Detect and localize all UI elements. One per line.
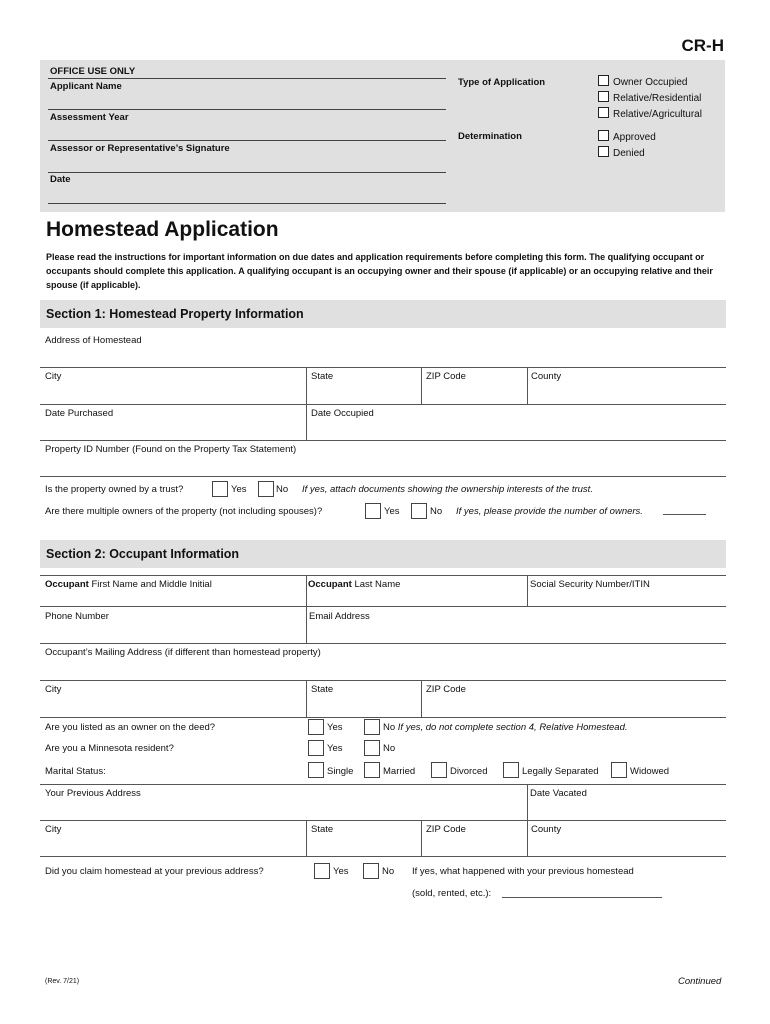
zip-label: ZIP Code [426,371,466,382]
zip-label: ZIP Code [426,684,466,695]
divider [306,405,307,440]
resident-question: Are you a Minnesota resident? [45,743,174,754]
claim-yes-checkbox[interactable] [314,863,330,879]
county-label: County [531,824,562,835]
divider [306,681,307,717]
form-id: CR-H [681,36,724,55]
divorced-label: Divorced [450,766,488,777]
date-vacated-label: Date Vacated [530,788,587,799]
denied-option[interactable]: Denied [598,146,645,159]
revision-label: (Rev. 7/21) [45,978,80,985]
divider [48,78,446,79]
owners-yes-checkbox[interactable] [365,503,381,519]
assessment-year-label: Assessment Year [50,112,129,123]
no-label: No [382,866,395,877]
date-purchased-label: Date Purchased [45,408,114,419]
resident-no-checkbox[interactable] [364,740,380,756]
signature-line[interactable] [48,172,446,173]
yes-label: Yes [327,743,343,754]
married-checkbox[interactable] [364,762,380,778]
city-label: City [45,371,62,382]
date-line[interactable] [48,203,446,204]
zip-label: ZIP Code [426,824,466,835]
state-label: State [311,684,334,695]
checkbox[interactable] [598,146,609,157]
section1-heading: Section 1: Homestead Property Information [46,307,304,321]
divorced-checkbox[interactable] [431,762,447,778]
address-field-line[interactable] [40,367,726,368]
trust-no-checkbox[interactable] [258,481,274,497]
email-label: Email Address [309,611,370,622]
applicant-name-label: Applicant Name [50,81,122,92]
resident-yes-checkbox[interactable] [308,740,324,756]
divider [306,607,307,643]
city-label: City [45,824,62,835]
type-of-application-label: Type of Application [458,77,546,88]
date-occupied-label: Date Occupied [311,408,374,419]
approved-option[interactable]: Approved [598,130,656,143]
phone-row-line[interactable] [40,643,726,644]
divider [421,821,422,856]
section2-header [40,540,726,568]
office-use-box [40,60,725,212]
last-name-label: Occupant Last Name [308,579,401,590]
married-label: Married [383,766,416,777]
divider [527,368,528,404]
checkbox[interactable] [598,130,609,141]
page-title: Homestead Application [46,218,279,241]
ssn-label: Social Security Number/ITIN [530,579,650,590]
divider [421,681,422,717]
trust-yes-checkbox[interactable] [212,481,228,497]
claim-question: Did you claim homestead at your previous address? [45,866,264,877]
mailing-address-label: Occupant’s Mailing Address (if different than homestead property) [45,647,321,658]
owner-occupied-option[interactable]: Owner Occupied [598,75,687,88]
divider [306,576,307,606]
date-label: Date [50,174,71,185]
office-use-heading: OFFICE USE ONLY [50,66,136,77]
state-label: State [311,824,334,835]
owners-no-checkbox[interactable] [411,503,427,519]
widowed-label: Widowed [630,766,670,777]
previous-address-line[interactable] [40,820,726,821]
applicant-name-line[interactable] [48,109,446,110]
divider [527,821,528,856]
continued-label: Continued [678,976,722,987]
yes-label: Yes [327,722,343,733]
claim-no-checkbox[interactable] [363,863,379,879]
checkbox[interactable] [598,91,609,102]
legally-separated-label: Legally Separated [522,766,599,777]
no-label: No [383,743,396,754]
name-row-line[interactable] [40,606,726,607]
mailing-address-line[interactable] [40,680,726,681]
divider [527,785,528,820]
trust-question: Is the property owned by a trust? [45,484,184,495]
yes-label: Yes [231,484,247,495]
first-name-label: Occupant First Name and Middle Initial [45,579,212,590]
single-label: Single [327,766,354,777]
divider [421,368,422,404]
phone-label: Phone Number [45,611,109,622]
checkbox[interactable] [598,75,609,86]
section1-header [40,300,726,328]
determination-label: Determination [458,131,522,142]
divider [527,576,528,606]
city-row-line[interactable] [40,404,726,405]
owners-question: Are there multiple owners of the property (not including spouses)? [45,506,323,517]
divider [306,368,307,404]
address-label: Address of Homestead [45,335,142,346]
owners-count-line[interactable] [663,514,706,515]
divider [40,575,726,576]
no-label: No If yes, do not complete section 4, Relative Homestead. [383,722,628,733]
widowed-checkbox[interactable] [611,762,627,778]
marital-status-label: Marital Status: [45,766,106,777]
property-id-line[interactable] [40,476,726,477]
city-row-line[interactable] [40,717,726,718]
relative-agricultural-option[interactable]: Relative/Agricultural [598,107,702,120]
property-id-label: Property ID Number (Found on the Property Tax Statement) [45,444,297,455]
relative-residential-option[interactable]: Relative/Residential [598,91,701,104]
single-checkbox[interactable] [308,762,324,778]
county-label: County [531,371,562,382]
claim-detail-line[interactable] [502,897,662,898]
section2-heading: Section 2: Occupant Information [46,547,240,561]
legally-separated-checkbox[interactable] [503,762,519,778]
divider [306,821,307,856]
claim-note-continued: (sold, rented, etc.): [412,888,492,899]
no-label: No [276,484,289,495]
deed-yes-checkbox[interactable] [308,719,324,735]
yes-label: Yes [333,866,349,877]
divider [40,784,726,785]
assessment-year-line[interactable] [48,140,446,141]
date-row-line[interactable] [40,440,726,441]
trust-note: If yes, attach documents showing the ownership interests of the trust. [302,484,593,495]
yes-label: Yes [384,506,400,517]
no-label: No [430,506,443,517]
owners-note: If yes, please provide the number of owners. [456,506,643,517]
claim-note: If yes, what happened with your previous homestead [412,866,634,877]
state-label: State [311,371,334,382]
previous-city-row-line[interactable] [40,856,726,857]
deed-no-checkbox[interactable] [364,719,380,735]
previous-address-label: Your Previous Address [45,788,141,799]
city-label: City [45,684,62,695]
deed-question: Are you listed as an owner on the deed? [45,722,216,733]
checkbox[interactable] [598,107,609,118]
signature-label: Assessor or Representative’s Signature [50,143,230,154]
intro-text: Please read the instructions for important information on due dates and application requirements before completing this form. The qualifying occupant or occupants should complete this application. A qualifying occupant is an occupying owner and their spouse (if applicable) or an occupying relative and their spouse (if applicable). [46,252,713,290]
